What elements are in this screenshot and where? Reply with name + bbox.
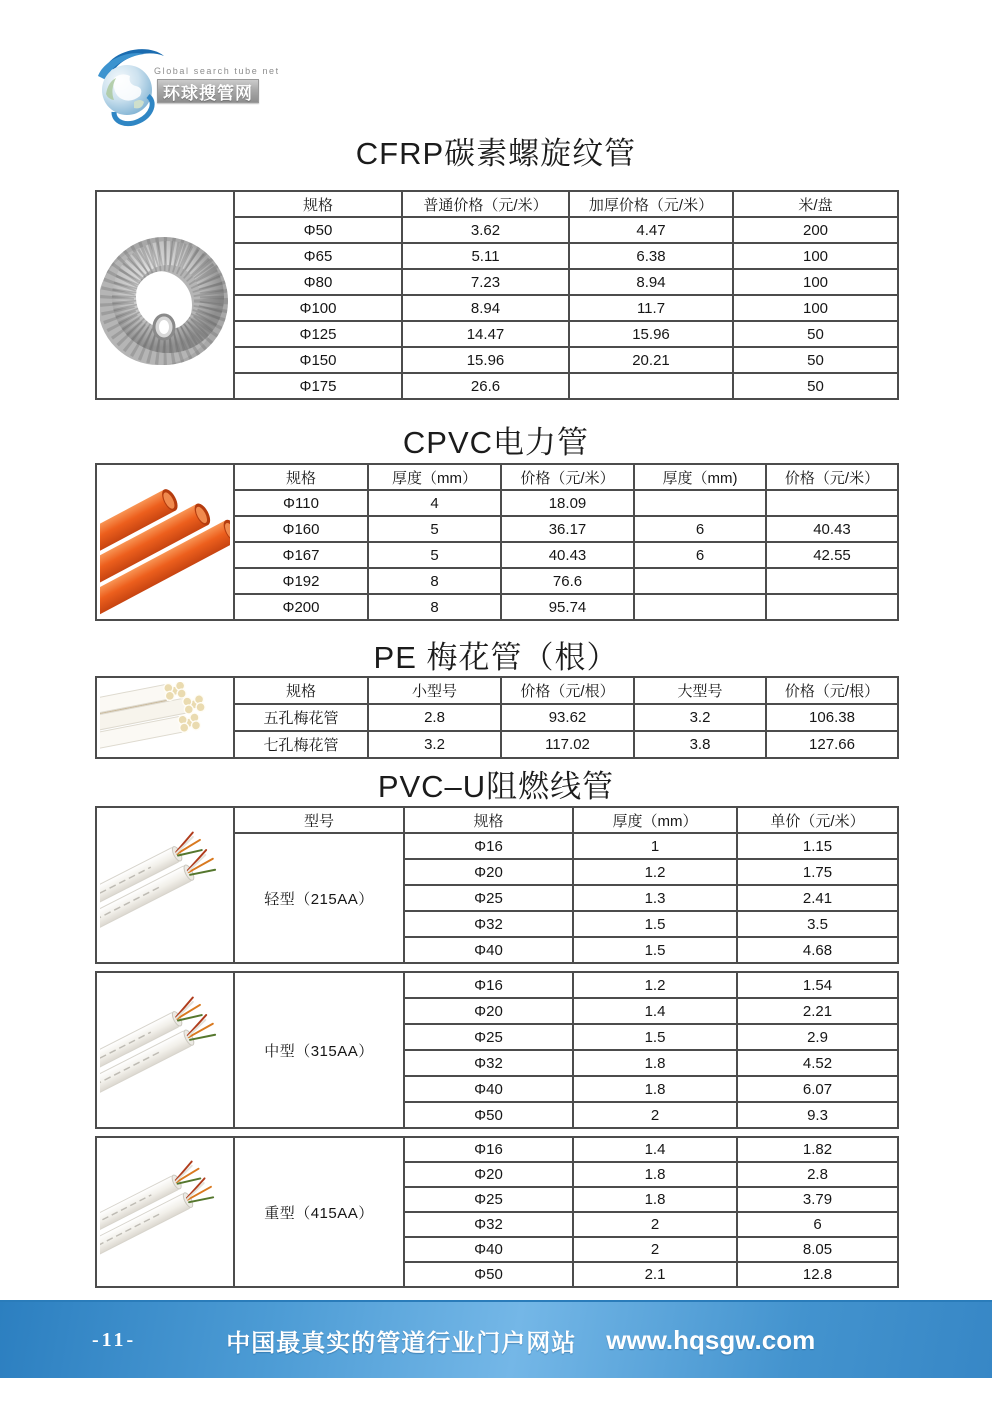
cell: 100: [733, 269, 898, 295]
cell: Φ16: [404, 1137, 573, 1162]
cell: 9.3: [737, 1102, 898, 1128]
footer-slogan: 中国最真实的管道行业门户网站: [226, 1329, 577, 1357]
cell: 1.8: [573, 1076, 737, 1102]
header-cell: 米/盘: [733, 191, 898, 217]
cell: 15.96: [402, 347, 569, 373]
section-title-pvcu: PVC–U阻燃线管: [377, 769, 615, 804]
header-cell: 厚度（mm）: [368, 464, 501, 490]
cell: 1: [573, 833, 737, 859]
cell: 127.66: [766, 731, 898, 758]
logo-tagline: Global search tube net: [154, 66, 280, 76]
cpvc-pipes-image: [96, 464, 234, 620]
header-cell: 价格（元/根）: [501, 677, 634, 704]
cell: 2.21: [737, 998, 898, 1024]
cell: 117.02: [501, 731, 634, 758]
cell: 8: [368, 568, 501, 594]
cell: 五孔梅花管: [234, 704, 368, 731]
cell: 40.43: [766, 516, 898, 542]
cell: 93.62: [501, 704, 634, 731]
cell: 100: [733, 243, 898, 269]
header-row: [96, 464, 898, 490]
cell: Φ25: [404, 1187, 573, 1212]
cell: 1.2: [573, 859, 737, 885]
cell: 1.15: [737, 833, 898, 859]
cell: 42.55: [766, 542, 898, 568]
cell: 2: [573, 1102, 737, 1128]
model-cell: 重型（415AA）: [234, 1137, 404, 1287]
pvcu-conduit-image: [96, 1137, 234, 1287]
cell: Φ50: [404, 1262, 573, 1287]
cell: 76.6: [501, 568, 634, 594]
cell: Φ200: [234, 594, 368, 620]
cell: 18.09: [501, 490, 634, 516]
cell: Φ40: [404, 1076, 573, 1102]
cell: 3.2: [634, 704, 766, 731]
cell: 200: [733, 217, 898, 243]
cell: Φ175: [234, 373, 402, 399]
pe-table: [95, 676, 899, 759]
header-cell: 厚度（mm）: [573, 807, 737, 833]
cell: 2.8: [368, 704, 501, 731]
cell: 4: [368, 490, 501, 516]
cell: 2: [573, 1237, 737, 1262]
header-row: [96, 677, 898, 704]
cell: 4.52: [737, 1050, 898, 1076]
cell: Φ32: [404, 911, 573, 937]
logo-name: 环球搜管网: [157, 79, 259, 103]
cell: 1.8: [573, 1050, 737, 1076]
cell: 100: [733, 295, 898, 321]
footer-bar: [0, 1300, 992, 1378]
cell: 1.5: [573, 937, 737, 963]
header-cell: 型号: [234, 807, 404, 833]
cell: 12.8: [737, 1262, 898, 1287]
logo: [78, 44, 288, 130]
cell: [634, 568, 766, 594]
cell: 14.47: [402, 321, 569, 347]
cell: 106.38: [766, 704, 898, 731]
cell: Φ40: [404, 1237, 573, 1262]
cell: 26.6: [402, 373, 569, 399]
cell: 5.11: [402, 243, 569, 269]
cell: Φ20: [404, 859, 573, 885]
cell: 1.5: [573, 1024, 737, 1050]
cell: Φ160: [234, 516, 368, 542]
cell: 20.21: [569, 347, 733, 373]
model-cell: 中型（315AA）: [234, 972, 404, 1128]
cell: 1.82: [737, 1137, 898, 1162]
header-cell: 加厚价格（元/米）: [569, 191, 733, 217]
cell: 2.8: [737, 1162, 898, 1187]
cell: 7.23: [402, 269, 569, 295]
cell: 6: [634, 516, 766, 542]
section-title-pe: PE 梅花管（根）: [373, 640, 619, 675]
cfrp-table: [95, 190, 899, 400]
cell: 2.41: [737, 885, 898, 911]
cell: 2: [573, 1212, 737, 1237]
header-cell: 价格（元/米）: [501, 464, 634, 490]
pvcu-table-medium: [95, 971, 899, 1129]
cell: 2.1: [573, 1262, 737, 1287]
cell: 1.8: [573, 1187, 737, 1212]
cell: 1.3: [573, 885, 737, 911]
cell: 3.8: [634, 731, 766, 758]
cell: [766, 490, 898, 516]
cell: 6.38: [569, 243, 733, 269]
header-cell: 单价（元/米）: [737, 807, 898, 833]
model-cell: 轻型（215AA）: [234, 833, 404, 963]
pe-pipes-image: [96, 677, 234, 758]
cell: 6: [737, 1212, 898, 1237]
cell: Φ125: [234, 321, 402, 347]
cell: 3.79: [737, 1187, 898, 1212]
cell: 6.07: [737, 1076, 898, 1102]
cell: [569, 373, 733, 399]
cell: 8.94: [402, 295, 569, 321]
cell: Φ80: [234, 269, 402, 295]
pvcu-conduit-image: [96, 972, 234, 1128]
header-cell: 规格: [234, 677, 368, 704]
cell: 4.68: [737, 937, 898, 963]
cell: [634, 594, 766, 620]
cell: 50: [733, 321, 898, 347]
cell: 36.17: [501, 516, 634, 542]
cell: 8: [368, 594, 501, 620]
cell: Φ110: [234, 490, 368, 516]
cfrp-coil-image: [96, 191, 234, 399]
pvcu-table-light: [95, 806, 899, 964]
header-cell: 小型号: [368, 677, 501, 704]
cell: Φ150: [234, 347, 402, 373]
header-cell: 规格: [234, 191, 402, 217]
cell: Φ32: [404, 1050, 573, 1076]
header-cell: 规格: [234, 464, 368, 490]
cell: Φ16: [404, 833, 573, 859]
cell: 1.2: [573, 972, 737, 998]
cell: 4.47: [569, 217, 733, 243]
cell: 5: [368, 542, 501, 568]
cell: 2.9: [737, 1024, 898, 1050]
cell: Φ20: [404, 1162, 573, 1187]
cell: Φ167: [234, 542, 368, 568]
cell: 11.7: [569, 295, 733, 321]
cell: 15.96: [569, 321, 733, 347]
table-row: [96, 972, 898, 998]
cell: 8.94: [569, 269, 733, 295]
header-cell: 价格（元/米）: [766, 464, 898, 490]
cell: 3.2: [368, 731, 501, 758]
cell: 50: [733, 347, 898, 373]
pvcu-conduit-image: [96, 807, 234, 963]
cell: Φ50: [234, 217, 402, 243]
cell: Φ100: [234, 295, 402, 321]
table-row: [96, 1137, 898, 1162]
cell: [766, 568, 898, 594]
cell: [634, 490, 766, 516]
section-title-cpvc: CPVC电力管: [402, 425, 590, 460]
header-cell: 厚度（mm): [634, 464, 766, 490]
cell: 40.43: [501, 542, 634, 568]
cell: 3.62: [402, 217, 569, 243]
pvcu-table-heavy: [95, 1136, 899, 1288]
cell: 七孔梅花管: [234, 731, 368, 758]
header-cell: 价格（元/根）: [766, 677, 898, 704]
cell: 6: [634, 542, 766, 568]
header-cell: 普通价格（元/米）: [402, 191, 569, 217]
header-row: [96, 191, 898, 217]
cell: 8.05: [737, 1237, 898, 1262]
cell: 1.75: [737, 859, 898, 885]
header-cell: 大型号: [634, 677, 766, 704]
cell: 3.5: [737, 911, 898, 937]
cell: Φ16: [404, 972, 573, 998]
cell: Φ32: [404, 1212, 573, 1237]
cell: 1.54: [737, 972, 898, 998]
cell: 1.4: [573, 998, 737, 1024]
cell: 5: [368, 516, 501, 542]
cell: 95.74: [501, 594, 634, 620]
cell: Φ25: [404, 1024, 573, 1050]
header-cell: 规格: [404, 807, 573, 833]
cell: Φ40: [404, 937, 573, 963]
cell: Φ65: [234, 243, 402, 269]
cell: 50: [733, 373, 898, 399]
cell: 1.4: [573, 1137, 737, 1162]
cell: Φ20: [404, 998, 573, 1024]
header-row: [96, 807, 898, 833]
section-title-cfrp: CFRP碳素螺旋纹管: [355, 136, 637, 171]
cell: 1.5: [573, 911, 737, 937]
cell: Φ25: [404, 885, 573, 911]
page-number: -11-: [92, 1328, 137, 1351]
cpvc-table: [95, 463, 899, 621]
footer-url: www.hqsgw.com: [606, 1324, 816, 1355]
cell: 1.8: [573, 1162, 737, 1187]
cell: [766, 594, 898, 620]
cell: Φ192: [234, 568, 368, 594]
cell: Φ50: [404, 1102, 573, 1128]
